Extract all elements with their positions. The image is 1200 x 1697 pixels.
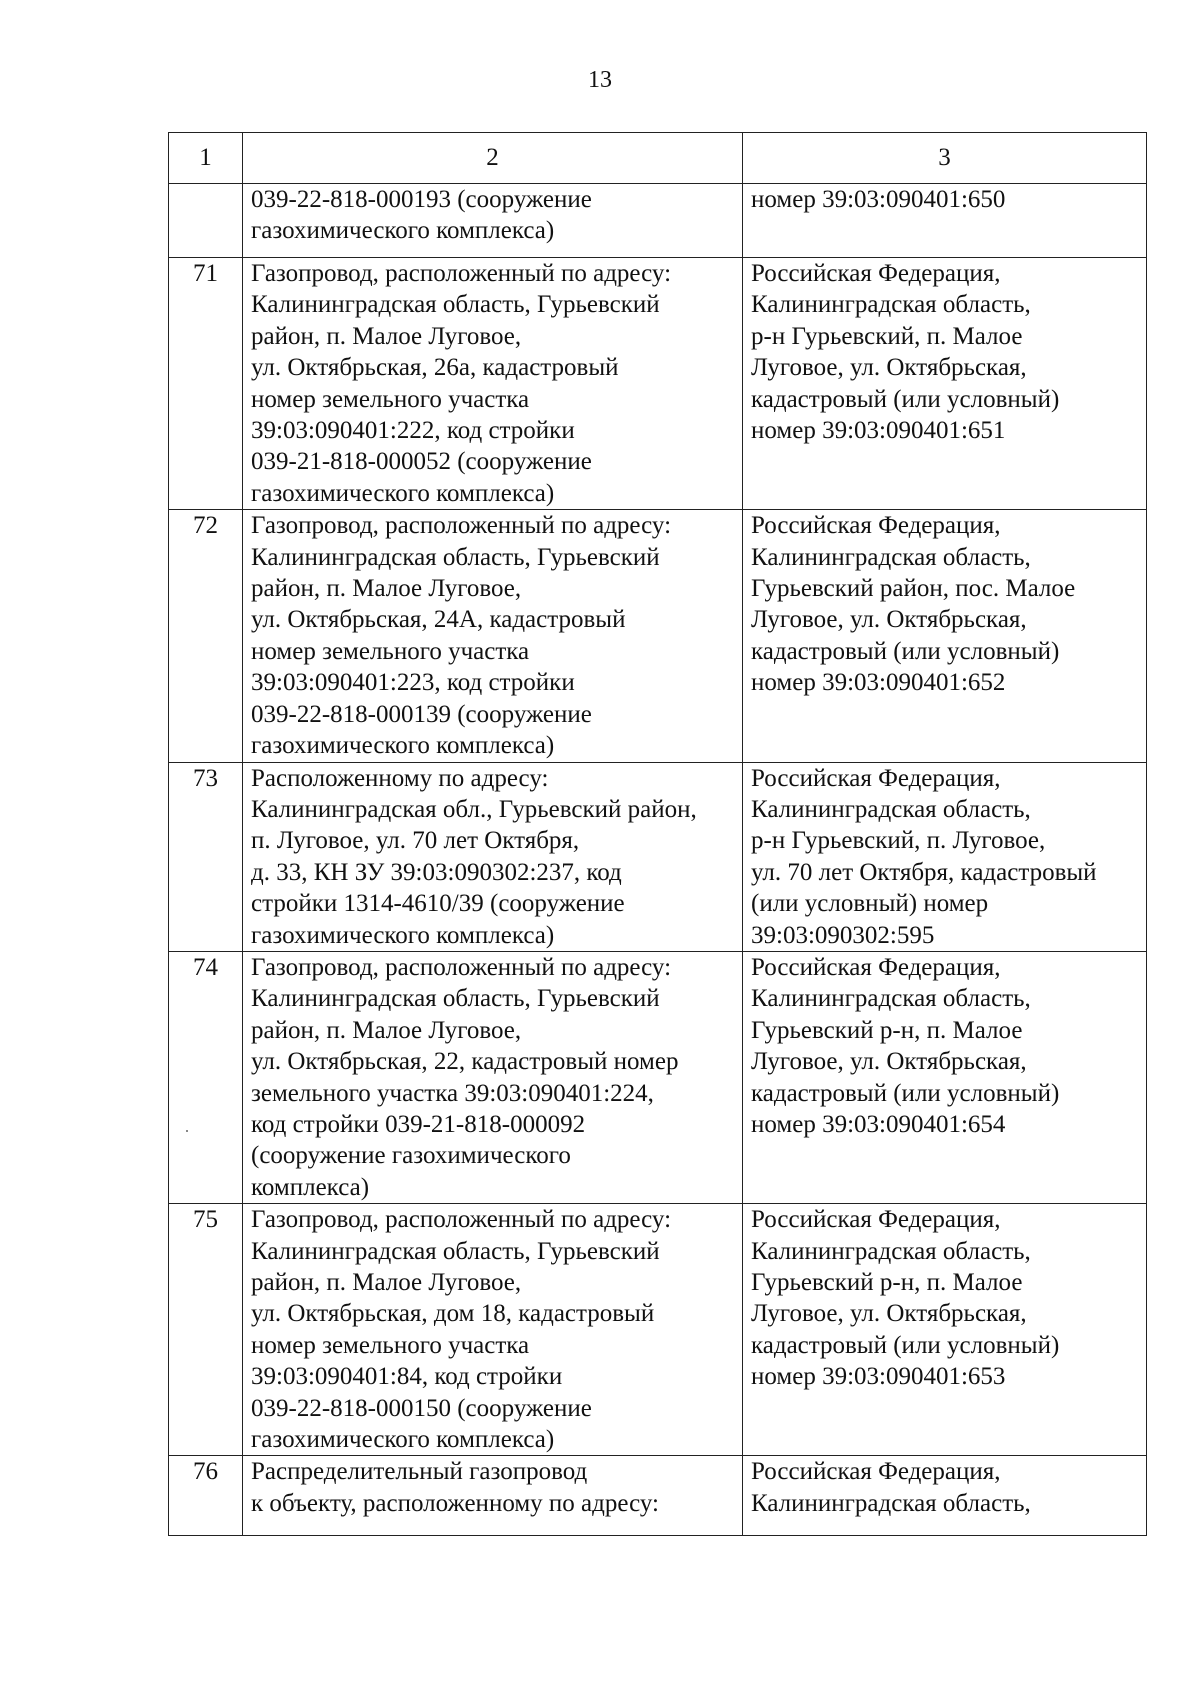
description-line: (сооружение газохимического [251, 1142, 571, 1170]
description-line: к объекту, расположенному по адресу: [251, 1489, 659, 1517]
address-line: 39:03:090302:595 [751, 921, 935, 949]
address-line: Луговое, ул. Октябрьская, [751, 1048, 1027, 1076]
object-description-cell [243, 762, 743, 951]
address-line: номер 39:03:090401:653 [751, 1363, 1006, 1391]
object-address-cell [743, 1456, 1147, 1536]
description-line: номер земельного участка [251, 637, 530, 665]
address-line: Российская Федерация, [751, 1458, 1001, 1486]
object-address-cell [743, 184, 1147, 258]
table-body [169, 133, 1147, 1536]
object-description-cell [243, 1204, 743, 1456]
description-line: 039-21-818-000052 (сооружение [251, 448, 592, 476]
address-line: кадастровый (или условный) [751, 1331, 1060, 1359]
description-line: ул. Октябрьская, дом 18, кадастровый [251, 1300, 655, 1328]
address-line: Луговое, ул. Октябрьская, [751, 1300, 1027, 1328]
address-line: Российская Федерация, [751, 953, 1001, 981]
description-line: газохимического комплекса) [251, 732, 555, 760]
table-row [169, 1456, 1147, 1536]
address-line: Гурьевский р-н, п. Малое [751, 1269, 1023, 1296]
row-number-cell: 76 [169, 1456, 243, 1536]
address-line: кадастровый (или условный) [751, 385, 1060, 413]
table-row [169, 510, 1147, 762]
description-line: район, п. Малое Луговое, [251, 1269, 522, 1296]
row-number-cell: 71 [169, 258, 243, 510]
description-line: код стройки 039-21-818-000092 [251, 1110, 586, 1138]
address-line: Калининградская область, [751, 291, 1031, 319]
description-line: ул. Октябрьская, 26а, кадастровый [251, 354, 619, 382]
description-line: п. Луговое, ул. 70 лет Октября, [251, 827, 580, 855]
description-line: газохимического комплекса) [251, 1426, 555, 1454]
object-description-cell [243, 258, 743, 510]
column-header-2: 2 [243, 133, 743, 184]
address-line: ул. 70 лет Октября, кадастровый [751, 858, 1097, 886]
description-line: газохимического комплекса) [251, 479, 555, 507]
description-line: 39:03:090401:222, код стройки [251, 417, 575, 445]
description-line: Калининградская обл., Гурьевский район, [251, 795, 697, 823]
object-address-cell [743, 951, 1147, 1203]
address-line: Калининградская область, [751, 1489, 1031, 1517]
description-line: Калининградская область, Гурьевский [251, 1237, 660, 1265]
objects-table [168, 132, 1147, 1536]
table-row [169, 1204, 1147, 1456]
description-line: 39:03:090401:84, код стройки [251, 1363, 563, 1391]
address-line: Калининградская область, [751, 1237, 1031, 1265]
description-line: Калининградская область, Гурьевский [251, 291, 660, 319]
description-line: комплекса) [251, 1173, 370, 1201]
description-line: стройки 1314-4610/39 (сооружение [251, 890, 625, 918]
description-line: Газопровод, расположенный по адресу: [251, 1206, 672, 1234]
object-address-cell [743, 258, 1147, 510]
address-line: Луговое, ул. Октябрьская, [751, 354, 1027, 382]
scan-mark [186, 1130, 188, 1132]
description-line: Калининградская область, Гурьевский [251, 985, 660, 1013]
description-line: земельного участка 39:03:090401:224, [251, 1079, 654, 1107]
row-number-cell: 74 [169, 951, 243, 1203]
address-line: Российская Федерация, [751, 764, 1001, 792]
address-line: Российская Федерация, [751, 1206, 1001, 1234]
page-number: 13 [588, 67, 612, 93]
row-number-cell: 73 [169, 762, 243, 951]
column-header-3: 3 [743, 133, 1147, 184]
row-number-cell: 75 [169, 1204, 243, 1456]
table-row [169, 762, 1147, 951]
address-line: Российская Федерация, [751, 512, 1001, 540]
description-line: ул. Октябрьская, 24А, кадастровый [251, 606, 626, 634]
address-line: Российская Федерация, [751, 260, 1001, 287]
address-line: номер 39:03:090401:654 [751, 1110, 1006, 1138]
object-address-cell [743, 762, 1147, 951]
description-line: район, п. Малое Луговое, [251, 575, 522, 603]
row-number-cell [169, 184, 243, 258]
address-line: кадастровый (или условный) [751, 637, 1060, 665]
description-line: Газопровод, расположенный по адресу: [251, 260, 672, 287]
object-address-cell [743, 1204, 1147, 1456]
column-header-1: 1 [169, 133, 243, 184]
description-line: 039-22-818-000150 (сооружение [251, 1394, 592, 1422]
description-line: номер земельного участка [251, 385, 530, 413]
address-line: Гурьевский р-н, п. Малое [751, 1016, 1023, 1044]
address-line: номер 39:03:090401:650 [751, 186, 1006, 213]
description-line: район, п. Малое Луговое, [251, 1016, 522, 1044]
object-description-cell [243, 510, 743, 762]
table-row [169, 951, 1147, 1203]
description-line: газохимического комплекса) [251, 921, 555, 949]
address-line: Калининградская область, [751, 543, 1031, 571]
description-line: 39:03:090401:223, код стройки [251, 669, 575, 697]
address-line: (или условный) номер [751, 890, 989, 918]
description-line: Калининградская область, Гурьевский [251, 543, 660, 571]
address-line: р-н Гурьевский, п. Малое [751, 322, 1023, 350]
description-line: Газопровод, расположенный по адресу: [251, 953, 672, 981]
address-line: Гурьевский район, пос. Малое [751, 575, 1076, 603]
description-line: 039-22-818-000139 (сооружение [251, 700, 592, 728]
object-description-cell [243, 1456, 743, 1536]
address-line: Луговое, ул. Октябрьская, [751, 606, 1027, 634]
object-description-cell [243, 951, 743, 1203]
description-line: газохимического комплекса) [251, 217, 555, 245]
table-row [169, 184, 1147, 258]
object-description-cell [243, 184, 743, 258]
address-line: Калининградская область, [751, 985, 1031, 1013]
description-line: 039-22-818-000193 (сооружение [251, 186, 592, 213]
description-line: номер земельного участка [251, 1331, 530, 1359]
address-line: номер 39:03:090401:651 [751, 417, 1006, 445]
description-line: ул. Октябрьская, 22, кадастровый номер [251, 1048, 679, 1076]
address-line: кадастровый (или условный) [751, 1079, 1060, 1107]
address-line: р-н Гурьевский, п. Луговое, [751, 827, 1046, 855]
table-header-row [169, 133, 1147, 184]
row-number-cell: 72 [169, 510, 243, 762]
description-line: Распределительный газопровод [251, 1458, 588, 1486]
object-address-cell [743, 510, 1147, 762]
description-line: Расположенному по адресу: [251, 764, 549, 792]
description-line: Газопровод, расположенный по адресу: [251, 512, 672, 540]
address-line: Калининградская область, [751, 795, 1031, 823]
address-line: номер 39:03:090401:652 [751, 669, 1006, 697]
description-line: район, п. Малое Луговое, [251, 322, 522, 350]
table-row [169, 258, 1147, 510]
description-line: д. 33, КН ЗУ 39:03:090302:237, код [251, 858, 622, 886]
